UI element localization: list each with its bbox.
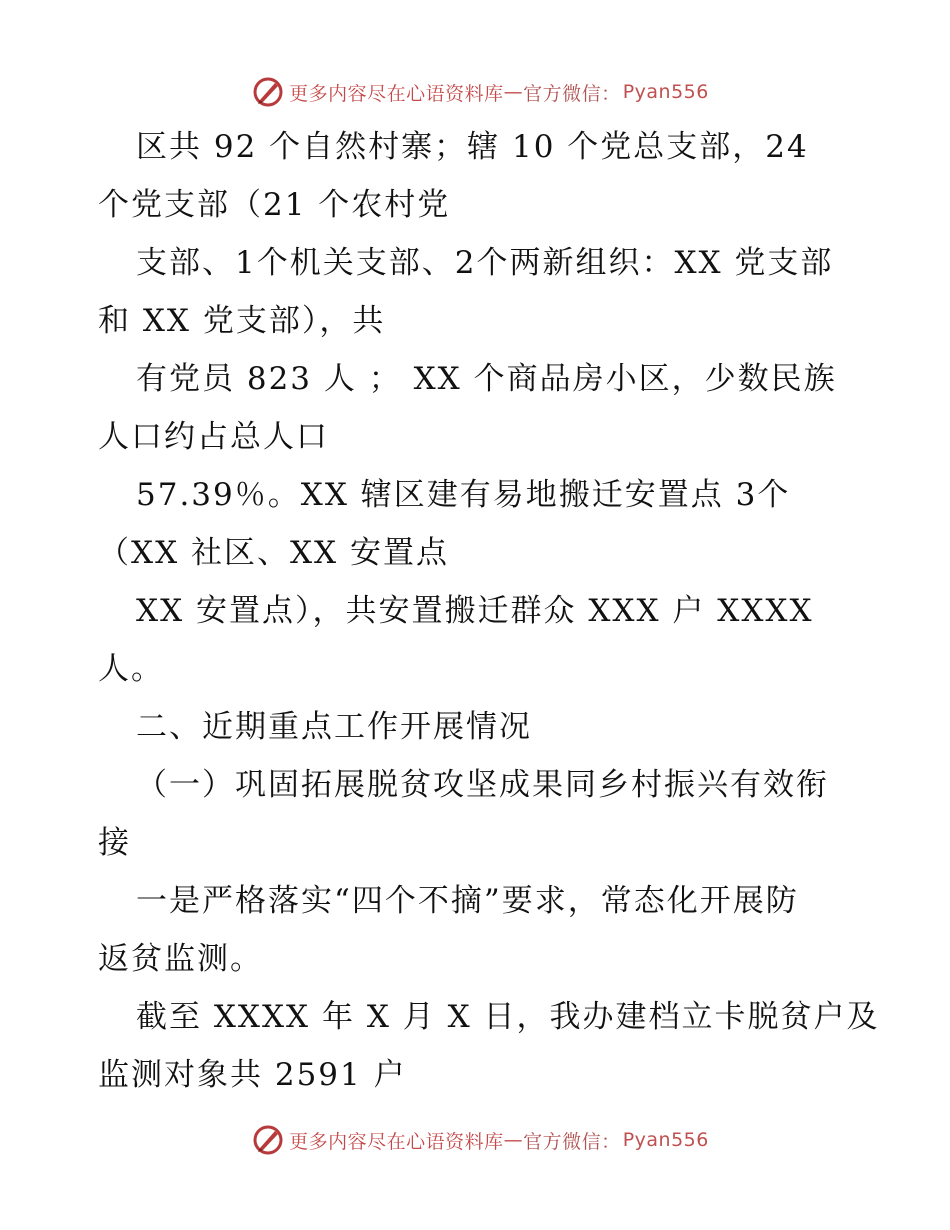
section-heading: 二、近期重点工作开展情况 (136, 709, 532, 745)
watermark-official-label: 官方微信： (523, 82, 621, 105)
text-line: 和 XX 党支部），共 (98, 303, 386, 339)
watermark-official-label: 官方微信： (523, 1130, 621, 1153)
text-line: 截至 XXXX 年 X 月 X 日，我办建档立卡脱贫户及 (136, 999, 880, 1035)
watermark-site-text: 更多内容尽在心语资料库 (289, 1130, 504, 1153)
text-line: （XX 社区、XX 安置点 (98, 535, 449, 571)
pen-seal-icon (251, 1123, 285, 1157)
text-line: 返贫监测。 (98, 941, 263, 977)
text-line: 57.39％。XX 辖区建有易地搬迁安置点 3个 (136, 477, 791, 513)
pen-seal-icon (251, 75, 285, 109)
footer-watermark (0, 1120, 950, 1160)
text-line: 人口约占总人口 (98, 419, 329, 455)
text-line: 个党支部（21 个农村党 (98, 187, 451, 223)
watermark-wechat-id: Pyan556 (622, 1129, 709, 1151)
watermark-site-text: 更多内容尽在心语资料库 (289, 82, 504, 105)
text-line: 支部、1个机关支部、2个两新组织：XX 党支部 (136, 245, 834, 281)
text-line: 区共 92 个自然村寨；辖 10 个党总支部，24 (136, 129, 809, 165)
watermark-wechat-id: Pyan556 (622, 81, 709, 103)
watermark-dash: — (503, 81, 524, 103)
text-line: 有党员 823 人 ； XX 个商品房小区，少数民族 (136, 361, 837, 397)
document-body (98, 118, 880, 1104)
text-line: 监测对象共 2591 户 (98, 1057, 407, 1093)
text-line: 接 (98, 825, 131, 861)
header-watermark (0, 72, 950, 112)
watermark-dash: — (503, 1129, 524, 1151)
subsection-heading: （一）巩固拓展脱贫攻坚成果同乡村振兴有效衔 (136, 767, 829, 803)
text-line: 人。 (98, 651, 164, 687)
text-line: XX 安置点），共安置搬迁群众 XXX 户 XXXX (136, 593, 814, 629)
text-line: 一是严格落实“四个不摘”要求，常态化开展防 (136, 883, 799, 919)
